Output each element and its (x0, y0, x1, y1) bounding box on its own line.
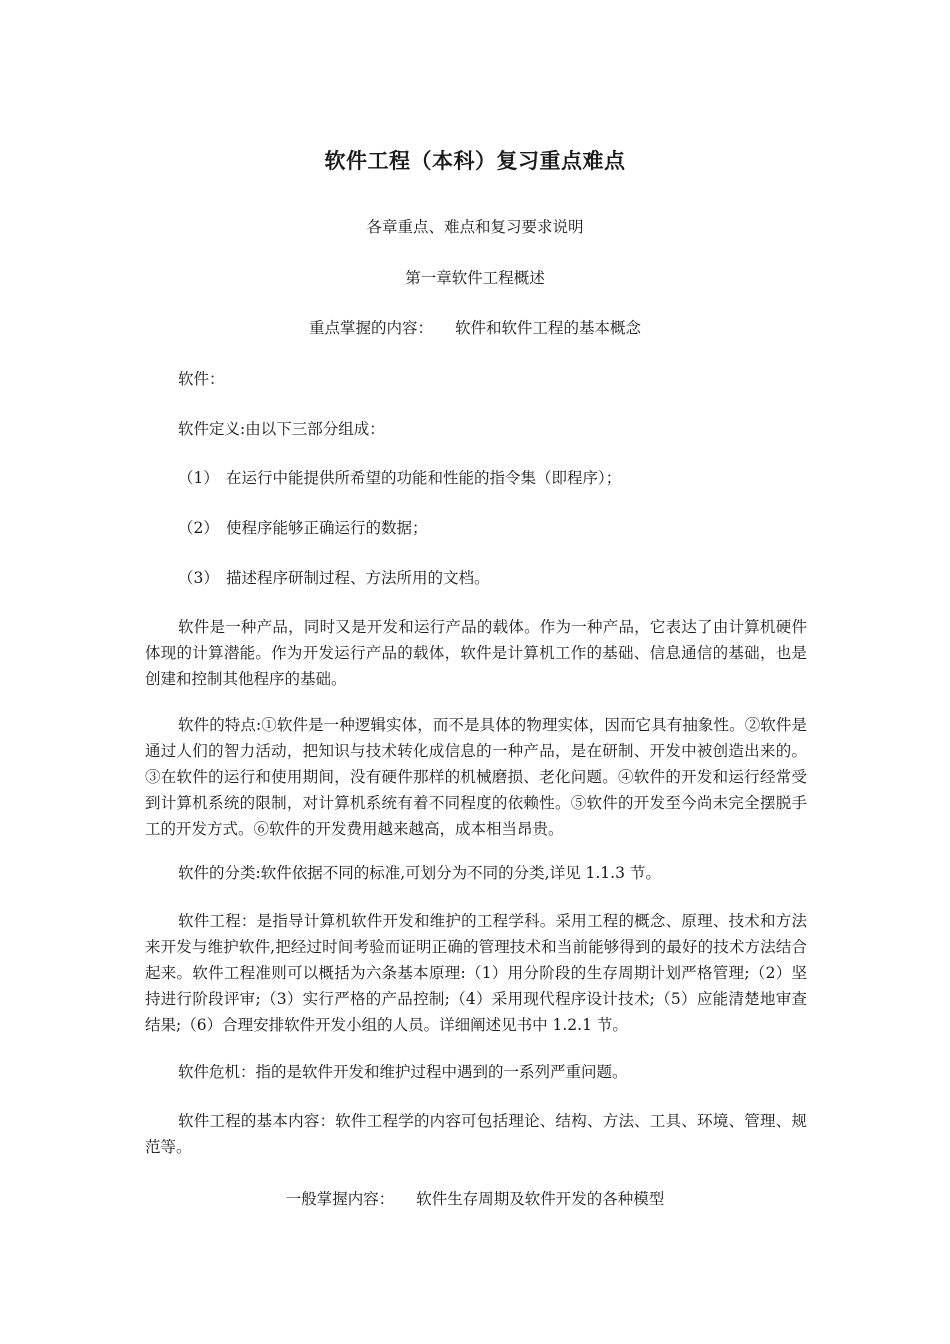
paragraph-software-engineering: 软件工程：是指导计算机软件开发和维护的工程学科。采用工程的概念、原理、技术和方法来开发与维护软件,把经过时间考验而证明正确的管理技术和当前能够得到的最好的技术方法结合起来。软件工程准则可以概括为六条基本原理:（1）用分阶段的生存周期计划严格管理;（2）坚持进行阶段评审;（3）实行严格的产品控制;（4）采用现代程序设计技术;（5）应能清楚地审查结果;（6）合理安排软件开发小组的人员。详细阐述见书中 1.2.1 节。 (145, 911, 807, 1034)
software-heading: 软件： (178, 370, 225, 388)
key-content-label: 重点掌握的内容： (308, 319, 433, 337)
paragraph-software-classification: 软件的分类:软件依据不同的标准,可划分为不同的分类,详见 1.1.3 节。 (178, 863, 661, 882)
list-item (178, 465, 621, 491)
chapter-heading: 第一章软件工程概述 (405, 269, 545, 287)
key-content-line (0, 315, 950, 341)
general-content-label: 一般掌握内容： (285, 1190, 395, 1208)
paragraph-software-product: 软件是一种产品，同时又是开发和运行产品的载体。作为一种产品，它表达了由计算机硬件体现的计算潜能。作为开发运行产品的载体，软件是计算机工作的基础、信息通信的基础，也是创建和控制其他程序的基础。 (145, 617, 807, 688)
general-content-line (0, 1186, 950, 1212)
list-item-text: 使程序能够正确运行的数据； (226, 519, 428, 537)
list-item-number: （3） (178, 569, 219, 587)
list-item-number: （2） (178, 519, 219, 537)
paragraph-software-crisis: 软件危机：指的是软件开发和维护过程中遇到的一系列严重问题。 (178, 1062, 628, 1081)
document-title: 软件工程（本科）复习重点难点 (324, 149, 626, 173)
general-content-value: 软件生存周期及软件开发的各种模型 (416, 1190, 665, 1208)
key-content-value: 软件和软件工程的基本概念 (455, 319, 642, 337)
software-definition: 软件定义:由以下三部分组成： (178, 420, 385, 438)
list-item (178, 515, 428, 541)
document-subtitle: 各章重点、难点和复习要求说明 (366, 218, 584, 236)
list-item-number: （1） (178, 469, 219, 487)
paragraph-software-features: 软件的特点:①软件是一种逻辑实体，而不是具体的物理实体，因而它具有抽象性。②软件是通过人们的智力活动，把知识与技术转化成信息的一种产品，是在研制、开发中被创造出来的。③在软件的运行和使用期间，没有硬件那样的机械磨损、老化问题。④软件的开发和运行经常受到计算机系统的限制，对计算机系统有着不同程度的依赖性。⑤软件的开发至今尚未完全摆脱手工的开发方式。⑥软件的开发费用越来越高，成本相当昂贵。 (145, 715, 807, 838)
list-item-text: 在运行中能提供所希望的功能和性能的指令集（即程序）； (226, 469, 622, 487)
paragraph-basic-content: 软件工程的基本内容：软件工程学的内容可包括理论、结构、方法、工具、环境、管理、规范等。 (145, 1111, 807, 1156)
list-item (178, 565, 490, 591)
list-item-text: 描述程序研制过程、方法所用的文档。 (226, 569, 490, 587)
